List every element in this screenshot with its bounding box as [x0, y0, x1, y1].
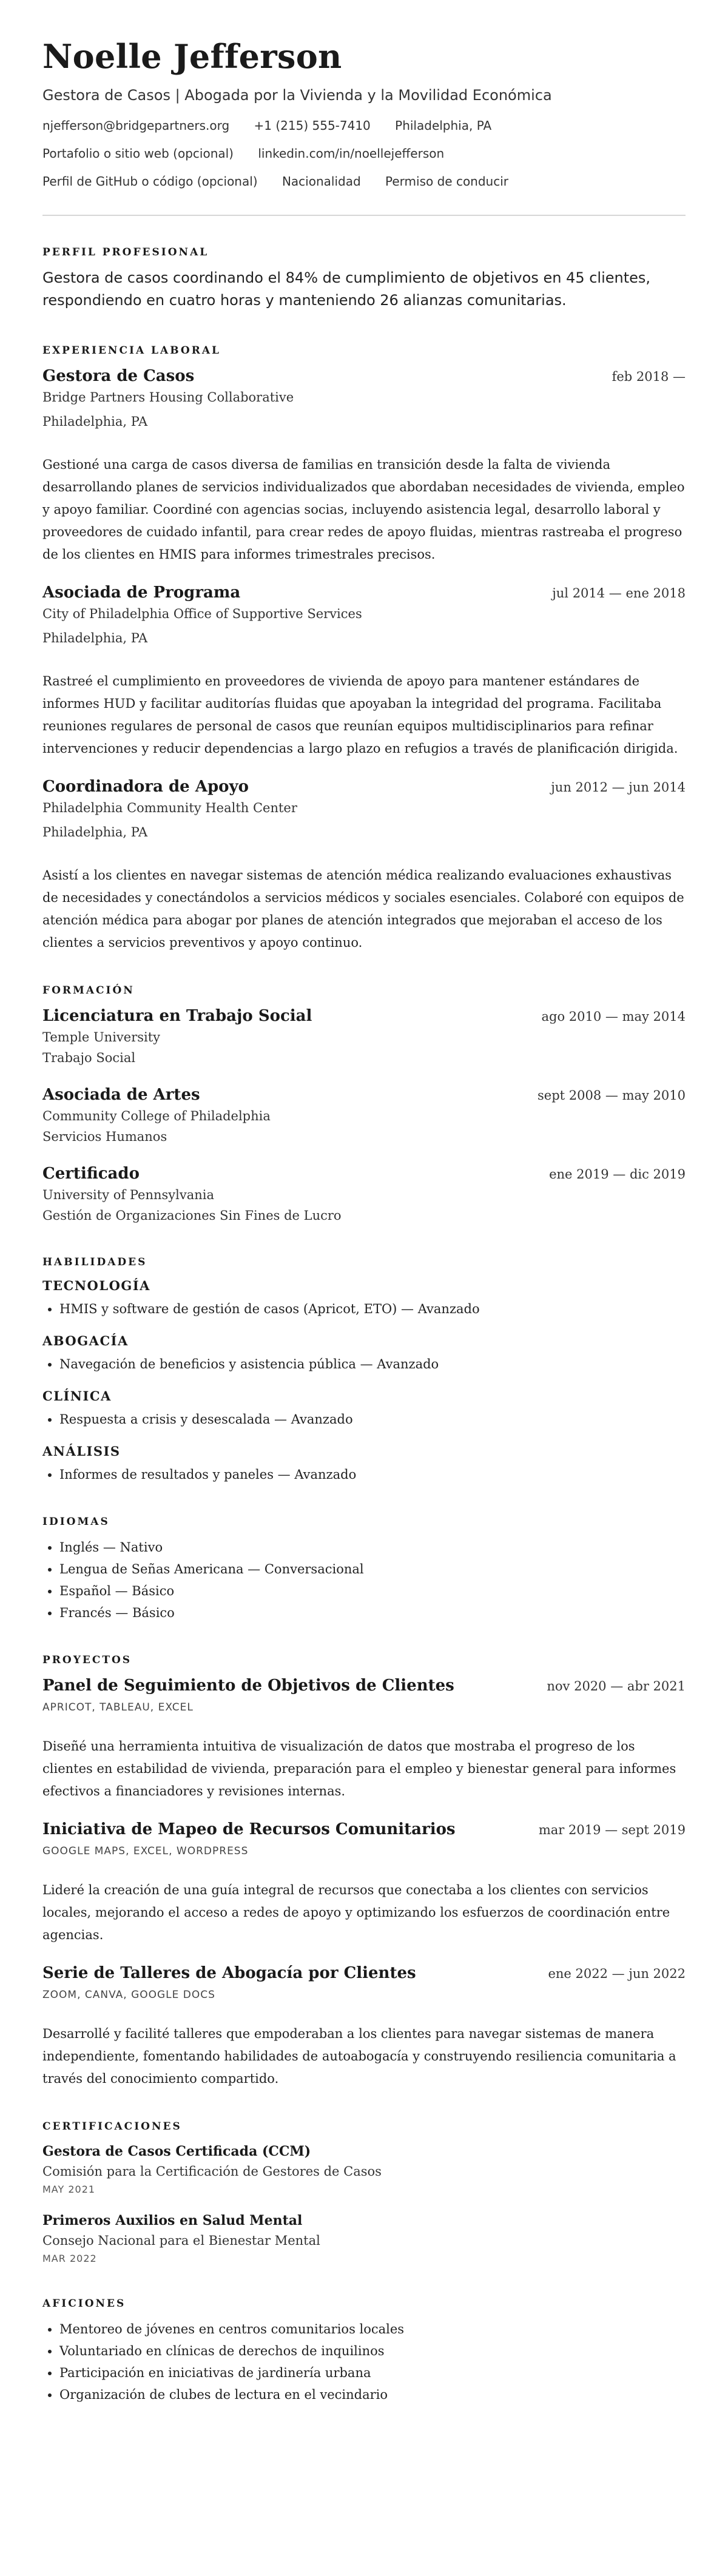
section-title-profile: PERFIL PROFESIONAL [42, 246, 209, 258]
project-entry [42, 1675, 686, 1803]
hobby-item: • Participación en iniciativas de jardinería urbana [59, 2362, 686, 2384]
degree-title: Asociada de Artes [42, 1086, 200, 1104]
skill-item: • Respuesta a crisis y desescalada — Avanzado [59, 1408, 686, 1430]
project-entry [42, 1962, 686, 2090]
project-tools: ZOOM, CANVA, GOOGLE DOCS [42, 1989, 215, 2001]
certification-name: Gestora de Casos Certificada (CCM) [42, 2144, 311, 2159]
contact-nationality: Nacionalidad [281, 174, 361, 189]
job-dates: jul 2014 — ene 2018 [552, 586, 686, 600]
certifications-section [42, 2120, 686, 2267]
header-divider [42, 215, 686, 216]
education-entry [42, 1163, 686, 1226]
contact-location: Philadelphia, PA [395, 118, 492, 133]
job-location: Philadelphia, PA [42, 631, 148, 645]
experience-entry [42, 776, 686, 954]
field-of-study: Servicios Humanos [42, 1129, 167, 1144]
certification-entry [42, 2141, 686, 2198]
job-title: Coordinadora de Apoyo [42, 778, 249, 796]
project-description: Lideré la creación de una guía integral de recursos que conectaba a los clientes con servicios locales, mejorando el acceso a redes de apoyo y optimizando los esfuerzos de coordinación entre agencias. [42, 1883, 670, 1942]
hobby-list [42, 2318, 686, 2406]
project-dates: mar 2019 — sept 2019 [538, 1823, 686, 1837]
job-organization: City of Philadelphia Office of Supportive Services [42, 607, 362, 621]
skill-category: TECNOLOGÍA [42, 1278, 150, 1293]
skill-category: ABOGACÍA [42, 1333, 129, 1348]
job-location: Philadelphia, PA [42, 825, 148, 839]
profile-section [42, 246, 686, 312]
contact-phone[interactable]: +1 (215) 555-7410 [254, 118, 371, 133]
job-location: Philadelphia, PA [42, 414, 148, 429]
skill-list [42, 1298, 686, 1320]
skill-item: • Navegación de beneficios y asistencia pública — Avanzado [59, 1353, 686, 1375]
job-dates: jun 2012 — jun 2014 [551, 780, 686, 795]
contact-portfolio[interactable]: Portafolio o sitio web (opcional) [42, 146, 234, 161]
language-item: • Español — Básico [59, 1580, 686, 1602]
project-description: Desarrollé y facilité talleres que empoderaban a los clientes para navegar sistemas de manera independiente, fomentando habilidades de autoabogacía y construyendo resiliencia comunitaria a través del conocimiento compartido. [42, 2026, 676, 2086]
project-title: Panel de Seguimiento de Objetivos de Clientes [42, 1676, 454, 1695]
candidate-headline: Gestora de Casos | Abogada por la Vivienda y la Movilidad Económica [42, 87, 552, 104]
education-entry [42, 1084, 686, 1147]
skills-section [42, 1256, 686, 1485]
job-title: Gestora de Casos [42, 367, 195, 385]
hobby-item: • Mentoreo de jóvenes en centros comunitarios locales [59, 2318, 686, 2340]
field-of-study: Trabajo Social [42, 1051, 136, 1065]
degree-dates: ene 2019 — dic 2019 [549, 1167, 686, 1182]
project-description: Diseñé una herramienta intuitiva de visualización de datos que mostraba el progreso de los clientes en estabilidad de vivienda, preparación para el empleo y bienestar general para informes efectivos a financiadores y revisiones internas. [42, 1739, 676, 1798]
contact-github[interactable]: Perfil de GitHub o código (opcional) [42, 174, 258, 189]
degree-title: Licenciatura en Trabajo Social [42, 1007, 312, 1025]
languages-section [42, 1516, 686, 1624]
job-description: Rastreé el cumplimiento en proveedores de vivienda de apoyo para mantener estándares de informes HUD y facilitar auditorías fluidas que apoyaban la integridad del programa. Facilitaba reuniones regulares de personal de casos que reunían equipos multidisciplinarios para refinar intervenciones y reducir dependencias a largo plazo en refugios a través de planificación dirigida. [42, 674, 678, 756]
field-of-study: Gestión de Organizaciones Sin Fines de Lucro [42, 1208, 342, 1223]
contact-row-1 [42, 116, 686, 135]
certification-date: MAR 2022 [42, 2253, 97, 2264]
skill-list [42, 1464, 686, 1485]
job-description: Asistí a los clientes en navegar sistemas de atención médica realizando evaluaciones exhaustivas de necesidades y conectándolos a servicios médicos y sociales esenciales. Colaboré con equipos de atención médica para abogar por planes de atención integrados que mejoraban el acceso de los clientes a servicios preventivos y apoyo continuo. [42, 868, 684, 950]
projects-section [42, 1654, 686, 2090]
section-title-projects: PROYECTOS [42, 1654, 132, 1666]
certification-issuer: Comisión para la Certificación de Gestores de Casos [42, 2164, 382, 2179]
contact-row-3 [42, 172, 686, 190]
degree-dates: sept 2008 — may 2010 [538, 1088, 686, 1103]
language-item: • Francés — Básico [59, 1602, 686, 1624]
skill-list [42, 1408, 686, 1430]
experience-entry [42, 365, 686, 566]
project-tools: APRICOT, TABLEAU, EXCEL [42, 1701, 194, 1713]
project-title: Serie de Talleres de Abogacía por Clientes [42, 1964, 416, 1982]
project-entry [42, 1818, 686, 1946]
section-title-skills: HABILIDADES [42, 1256, 147, 1268]
language-item: • Lengua de Señas Americana — Conversacional [59, 1558, 686, 1580]
contact-row-2 [42, 144, 686, 163]
hobby-item: • Voluntariado en clínicas de derechos de inquilinos [59, 2340, 686, 2362]
hobbies-section [42, 2298, 686, 2406]
certification-date: MAY 2021 [42, 2184, 96, 2195]
section-title-certifications: CERTIFICACIONES [42, 2120, 182, 2133]
profile-summary: Gestora de casos coordinando el 84% de cumplimiento de objetivos en 45 clientes, respondiendo en cuatro horas y manteniendo 26 alianzas comunitarias. [42, 269, 651, 309]
language-list [42, 1536, 686, 1624]
project-dates: nov 2020 — abr 2021 [547, 1679, 686, 1693]
school-name: University of Pennsylvania [42, 1188, 214, 1202]
contact-linkedin[interactable]: linkedin.com/in/noellejefferson [258, 146, 445, 161]
experience-section [42, 345, 686, 954]
certification-entry [42, 2210, 686, 2267]
school-name: Community College of Philadelphia [42, 1109, 271, 1123]
skill-list [42, 1353, 686, 1375]
job-organization: Bridge Partners Housing Collaborative [42, 390, 294, 405]
contact-driving-license: Permiso de conducir [385, 174, 509, 189]
job-organization: Philadelphia Community Health Center [42, 801, 297, 815]
language-item: • Inglés — Nativo [59, 1536, 686, 1558]
project-dates: ene 2022 — jun 2022 [548, 1966, 686, 1981]
certification-issuer: Consejo Nacional para el Bienestar Mental [42, 2233, 320, 2248]
degree-dates: ago 2010 — may 2014 [541, 1009, 686, 1024]
contact-email[interactable]: njefferson@bridgepartners.org [42, 118, 230, 133]
skill-category: ANÁLISIS [42, 1444, 121, 1459]
skill-category: CLÍNICA [42, 1388, 112, 1404]
section-title-languages: IDIOMAS [42, 1516, 110, 1528]
education-entry [42, 1005, 686, 1068]
experience-entry [42, 582, 686, 760]
section-title-education: FORMACIÓN [42, 984, 135, 997]
certification-name: Primeros Auxilios en Salud Mental [42, 2213, 303, 2228]
project-tools: GOOGLE MAPS, EXCEL, WORDPRESS [42, 1845, 249, 1857]
candidate-name: Noelle Jefferson [42, 37, 342, 76]
degree-title: Certificado [42, 1165, 140, 1183]
job-description: Gestioné una carga de casos diversa de familias en transición desde la falta de vivienda desarrollando planes de servicios individualizados que abordaban necesidades de vivienda, empleo y apoyo familiar. Coordiné con agencias socias, incluyendo asistencia legal, desarrollo laboral y proveedores de cuidado infantil, para crear redes de apoyo fluidas, mientras rastreaba el progreso de los clientes en HMIS para informes trimestrales precisos. [42, 457, 685, 562]
school-name: Temple University [42, 1030, 161, 1044]
hobby-item: • Organización de clubes de lectura en el vecindario [59, 2384, 686, 2406]
job-title: Asociada de Programa [42, 583, 241, 602]
section-title-hobbies: AFICIONES [42, 2298, 126, 2310]
resume-header [42, 35, 686, 190]
skill-item: • HMIS y software de gestión de casos (Apricot, ETO) — Avanzado [59, 1298, 686, 1320]
section-title-experience: EXPERIENCIA LABORAL [42, 345, 221, 357]
skill-item: • Informes de resultados y paneles — Avanzado [59, 1464, 686, 1485]
project-title: Iniciativa de Mapeo de Recursos Comunitarios [42, 1820, 456, 1838]
job-dates: feb 2018 — [612, 369, 686, 384]
education-section [42, 984, 686, 1226]
